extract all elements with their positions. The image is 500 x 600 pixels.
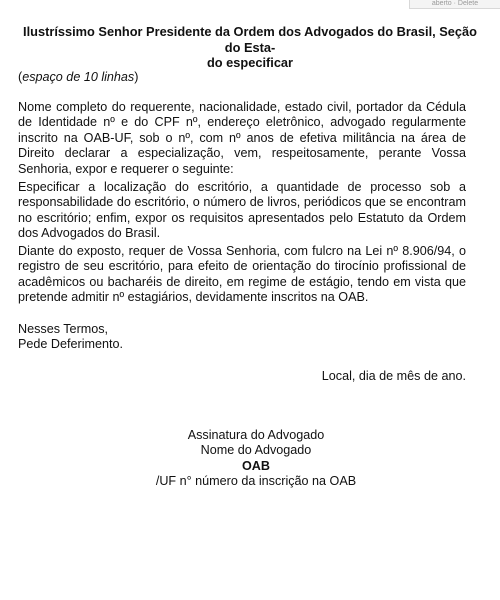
heading-text: Ilustríssimo Senhor Presidente da Ordem dos Advogados do Brasil, Seção do Esta- do especificar [23,24,477,70]
document-heading [18,24,482,71]
spacing-note-open: ( [18,70,23,84]
closing-line-1: Nesses Termos, [18,322,109,336]
paragraph-request: Diante do exposto, requer de Vossa Senhoria, com fulcro na Lei nº 8.906/94, o registro de seu escritório, para efeito de orientação do tirocínio profissional de acadêmicos ou bacharéis de direito, em regime de estágio, tendo em vista que pretende admitir nº estagiários, devidamente inscritos na OAB. [18,244,466,305]
corner-note: aberto · Delete [409,0,500,9]
lawyer-name: Nome do Advogado [200,443,312,458]
spacing-note [18,70,138,85]
spacing-note-close: ) [134,70,139,84]
signature-line: Assinatura do Advogado [187,428,325,442]
closing-line-2: Pede Deferimento. [18,337,124,352]
oab-number-text: /UF n° número da inscrição na OAB [155,474,357,489]
paragraph-office-details: Especificar a localização do escritório, a quantidade de processo sob a responsabilidade do escritório, o número de livros, periódicos que se encontram no escritório; enfim, expor os requisitos apresentados pelo Estatuto da Ordem dos Advogados do Brasil. [18,180,466,241]
oab-registration [106,459,406,490]
spacing-note-text: espaço de 10 linhas [22,70,135,84]
closing-block [18,322,123,353]
place-date: Local, dia de mês de ano. [321,369,466,383]
oab-label: OAB [242,458,270,473]
paragraph-requester: Nome completo do requerente, nacionalidade, estado civil, portador da Cédula de Identidade nº e do CPF nº, endereço eletrônico, advogado regularmente inscrito na OAB-UF, sob o nº, com nº anos de efetiva militância na área de Direito declarar a especialização, vem, respeitosamente, perante Vossa Senhoria, expor e requerer o seguinte: [18,100,466,176]
signature-block [106,428,406,490]
